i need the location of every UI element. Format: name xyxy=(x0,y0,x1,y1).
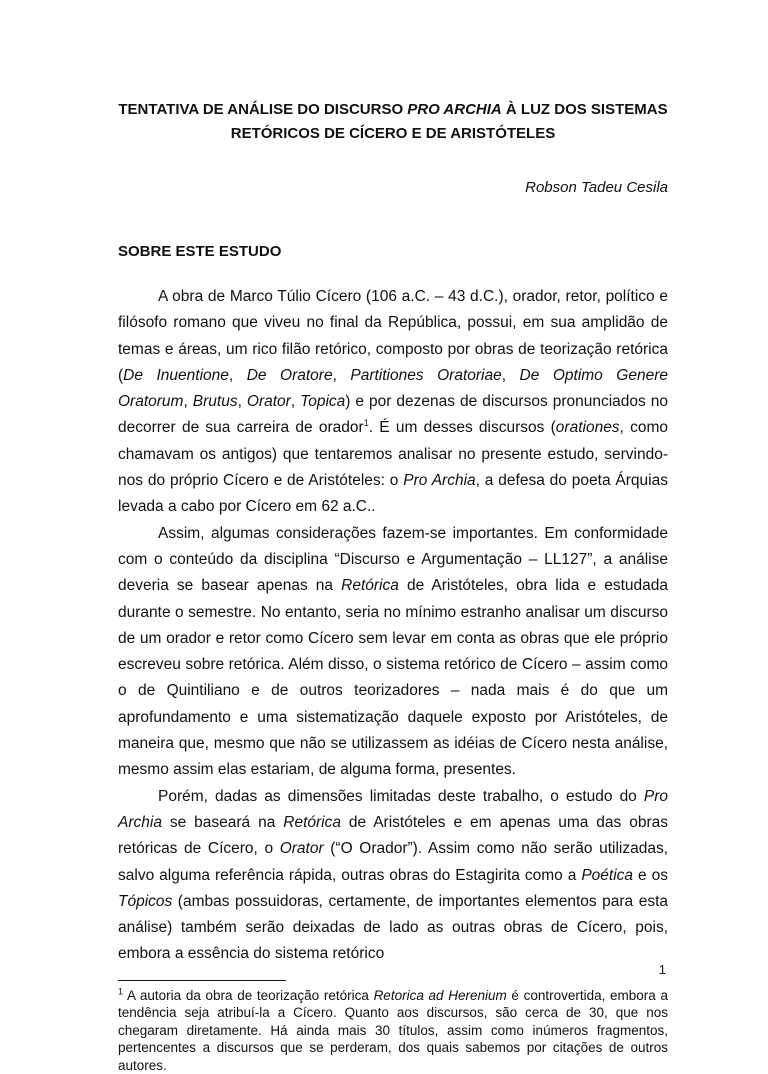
title-line-1: TENTATIVA DE ANÁLISE DO DISCURSO PRO ARCHIA À LUZ DOS SISTEMAS xyxy=(118,101,668,118)
footnote-reference[interactable]: 1 xyxy=(363,418,369,429)
paragraph-2: Assim, algumas considerações fazem-se importantes. Em conformidade com o conteúdo da disciplina “Discurso e Argumentação – LL127”, a análise deveria se basear apenas na Retórica de Aristóteles, obra lida e estudada durante o semestre. No entanto, seria no mínimo estranho analisar um discurso de um orador e retor como Cícero sem levar em conta as obras que ele próprio escreveu sobre retórica. Além disso, o sistema retórico de Cícero – assim como o de Quintiliano e de outros teorizadores – nada mais é do que um aprofundamento e uma sistematização daquele exposto por Aristóteles, de maneira que, mesmo que não se utilizassem as idéias de Cícero nesta análise, mesmo assim elas estariam, de alguma forma, presentes. xyxy=(118,524,668,779)
body-text xyxy=(118,284,668,968)
title-line-2: RETÓRICOS DE CÍCERO E DE ARISTÓTELES xyxy=(230,125,556,142)
paragraph-1: A obra de Marco Túlio Cícero (106 a.C. – 43 d.C.), orador, retor, político e filósofo romano que viveu no final da República, possui, em sua amplidão de temas e áreas, um rico filão retórico, composto por obras de teorização retórica (De Inuentione, De Oratore, Partitiones Oratoriae, De Optimo Genere Oratorum, Brutus, Orator, Topica) e por dezenas de discursos pronunciados no decorrer de sua carreira de orador$^1$. É um desses discursos (orationes, como chamavam os antigos) que tentaremos analisar no presente estudo, servindo-nos do próprio Cícero e de Aristóteles: o Pro Archia, a defesa do poeta Árquias levada a cabo por Cícero em 62 a.C.. xyxy=(118,288,669,516)
document-title xyxy=(118,0,668,146)
page-number: 1 xyxy=(658,962,666,977)
footnote-divider xyxy=(118,980,286,981)
paragraph-3: Porém, dadas as dimensões limitadas deste trabalho, o estudo do Pro Archia se baseará na Retórica de Aristóteles e em apenas uma das obras retóricas de Cícero, o Orator (“O Orador”). Assim como não serão utilizadas, salvo alguma referência rápida, outras obras do Estagirita como a Poética e os Tópicos (ambas possuidoras, certamente, de importantes elementos para esta análise) também serão deixadas de lado as outras obras de Cícero, pois, embora a essência do sistema retórico xyxy=(118,787,668,963)
footnote-mark: 1 xyxy=(118,986,124,997)
author-name: Robson Tadeu Cesila xyxy=(525,179,668,196)
footnote-1: $^1$ A autoria da obra de teorização retórica Retorica ad Herenium é controvertida, embora a tendência seja atribuí-la a Cícero. Quanto aos discursos, são cerca de 30, que nos chegaram diretamente. Há ainda mais 30 títulos, assim como inúmeros fragmentos, pertencentes a discursos que se perderam, dos quais sabemos por citações de outros autores. xyxy=(118,986,668,1073)
title-italic-work: PRO ARCHIA xyxy=(407,101,502,118)
section-heading: SOBRE ESTE ESTUDO xyxy=(118,243,282,260)
